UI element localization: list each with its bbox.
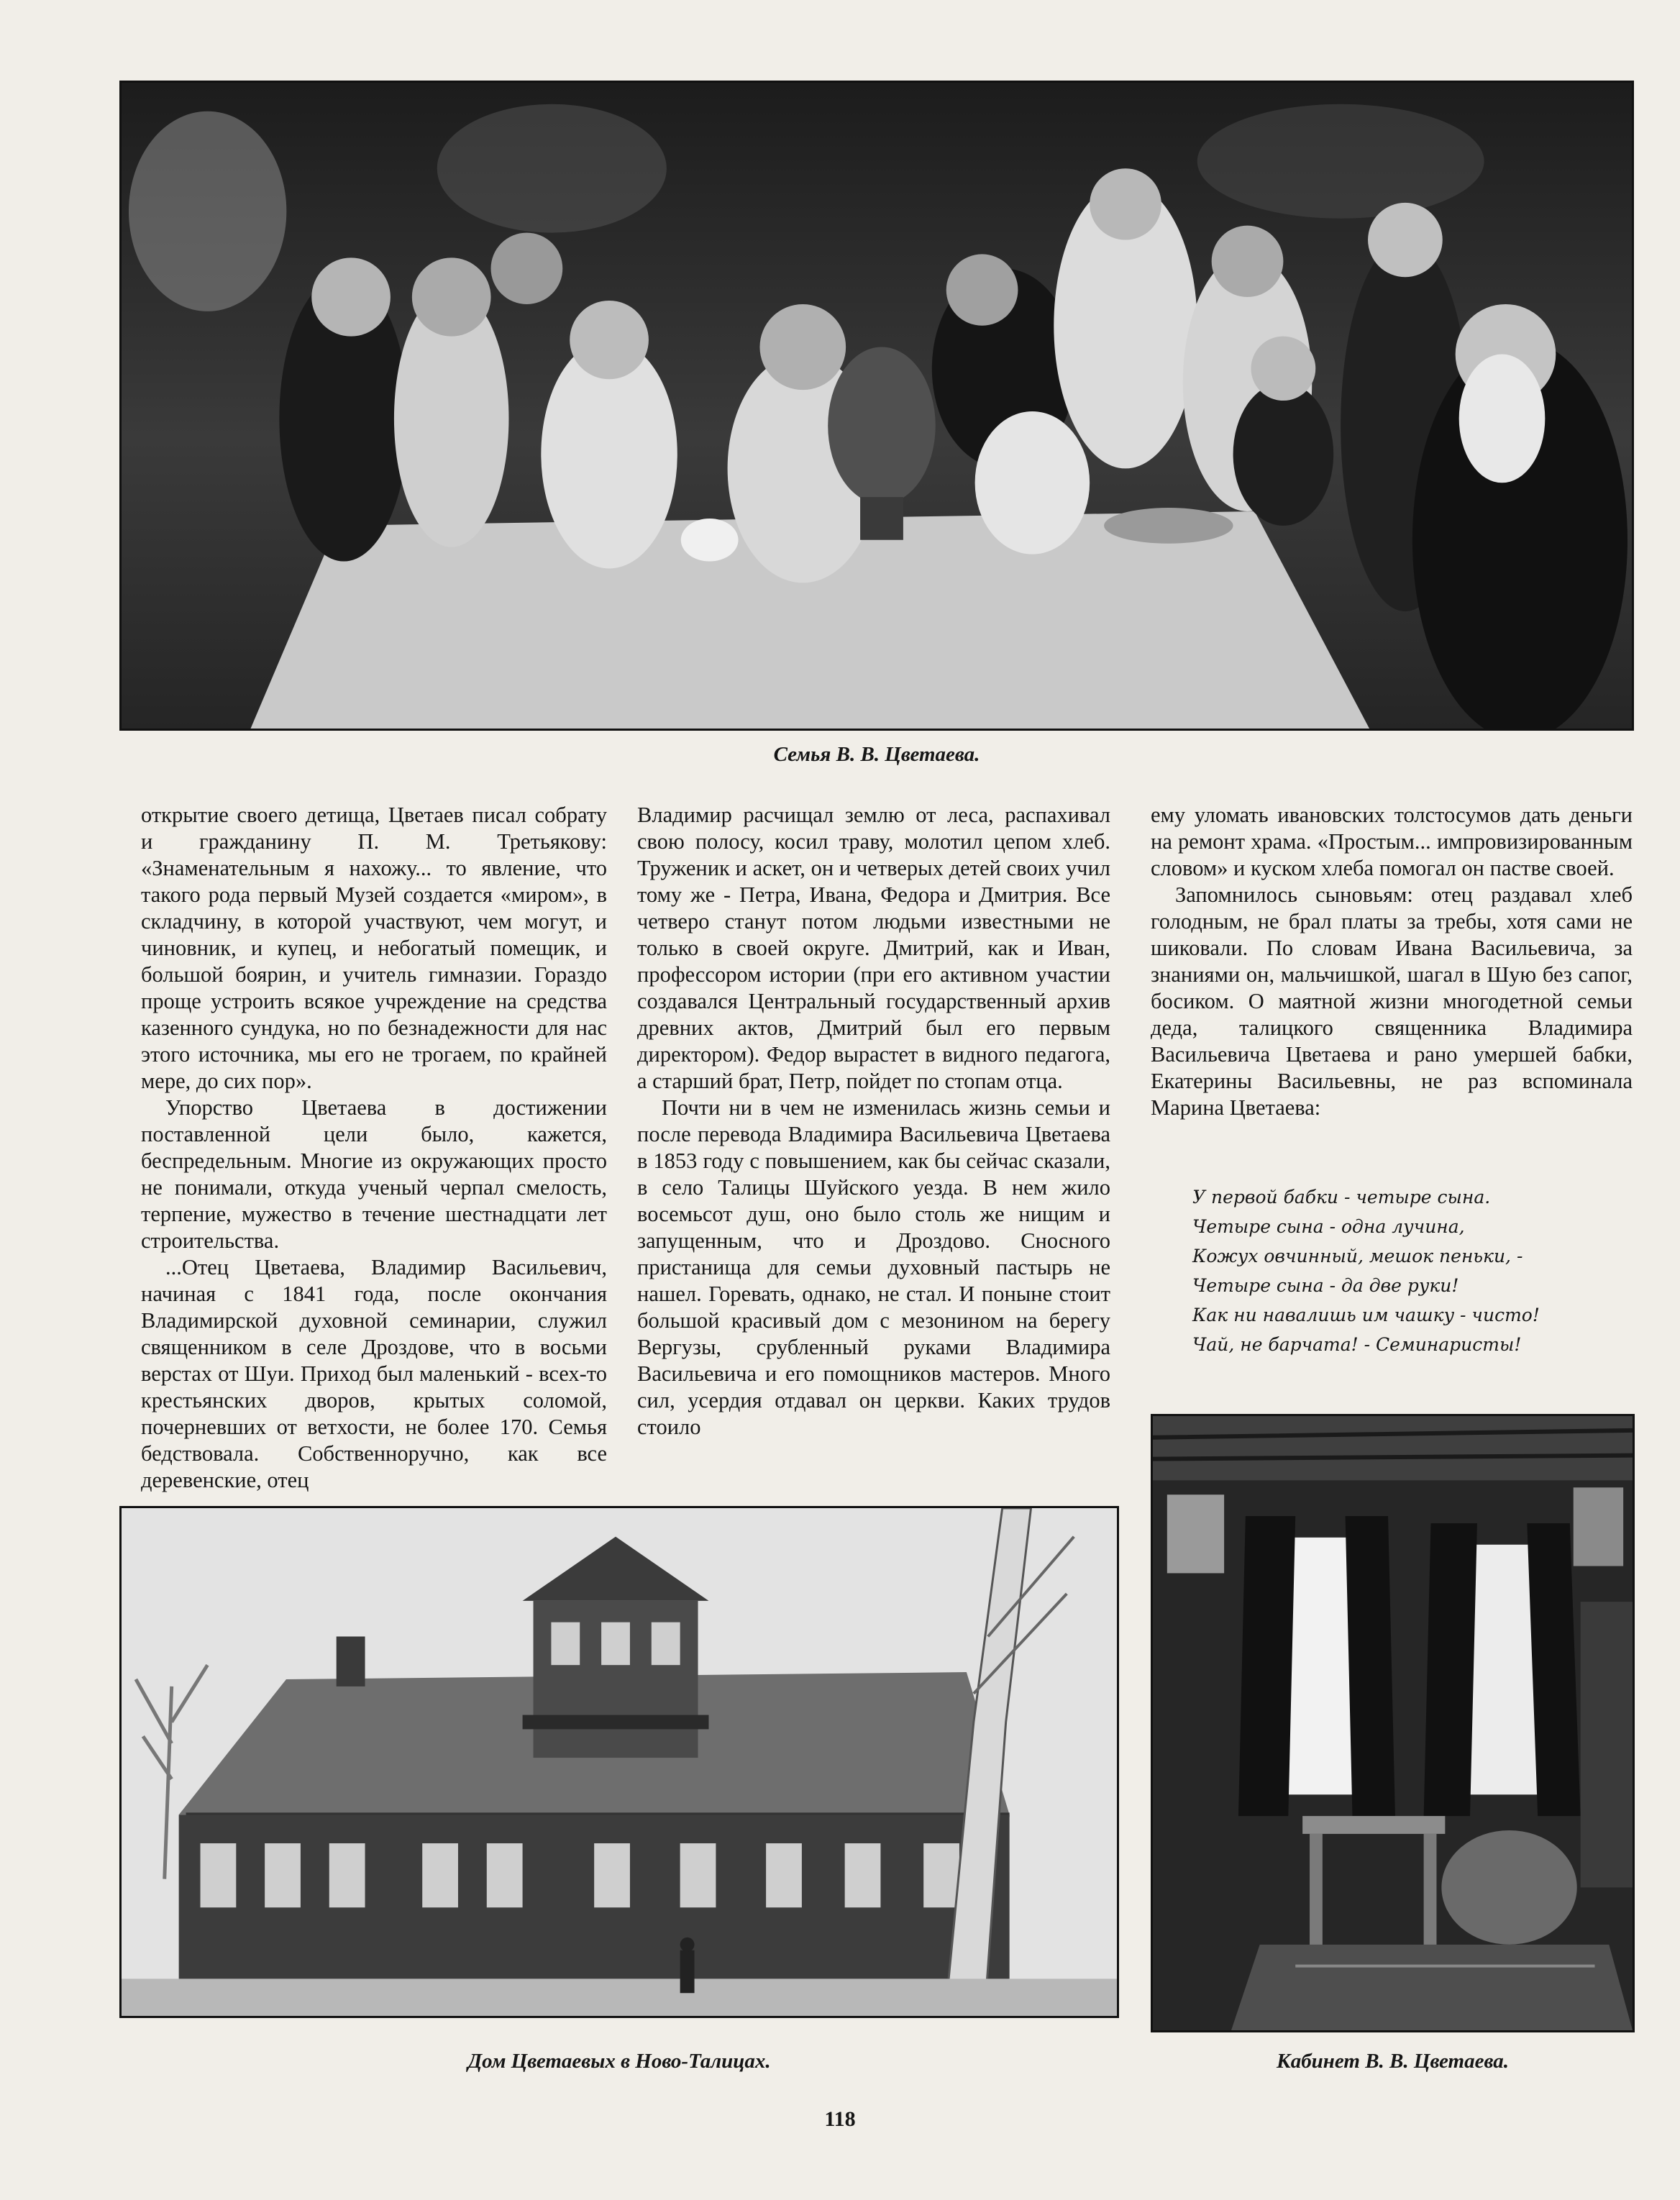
family-photo: [119, 81, 1634, 731]
col3-paragraph-2: Запомнилось сыновьям: отец раздавал хлеб голодным, не брал платы за требы, хотя сами не шиковали. По словам Ивана Васильевича, за знаниями он, мальчишкой, шагал в Шую без сапог, босиком. О маятной жизни многодетной семьи деда, талицкого священника Владимира Васильевича Цветаева и рано умершей бабки, Екатерины Васильевны, не раз вспоминала Марина Цветаева:: [1151, 882, 1633, 1120]
poem-line: Четыре сына - да две руки!: [1192, 1275, 1459, 1296]
study-photo-caption: Кабинет В. В. Цветаева.: [1277, 2050, 1509, 2073]
poem-line: Четыре сына - одна лучина,: [1192, 1216, 1465, 1237]
text-column-2: [637, 802, 1110, 1441]
poem-line: У первой бабки - четыре сына.: [1192, 1187, 1491, 1208]
page-number: 118: [824, 2107, 856, 2131]
text-column-1: [141, 802, 607, 1494]
col1-paragraph-3: ...Отец Цветаева, Владимир Васильевич, начиная с 1841 года, после окончания Владимирской духовной семинарии, служил священником в селе Дроздове, что в восьми верстах от Шуи. Приход был маленький - всех-то крестьянских дворов, крытых соломой, почерневших от ветхости, не более 170. Семья бедствовала. Собственноручно, как все деревенские, отец: [141, 1255, 607, 1492]
poem-line: Как ни навалишь им чашку - чисто!: [1192, 1305, 1540, 1325]
col1-paragraph-2: Упорство Цветаева в достижении поставленной цели было, кажется, беспредельным. Многие из окружающих просто не понимали, откуда ученый черпал смелость, терпение, мужество в течение шестнадцати лет строительства.: [141, 1095, 607, 1253]
poem: [1192, 1182, 1631, 1359]
poem-line: Чай, не барчата! - Семинаристы!: [1192, 1334, 1522, 1355]
col1-paragraph-1: открытие своего детища, Цветаев писал собрату и гражданину П. М. Третьякову: «Знаменательным я нахожу... то явление, что такого рода первый Музей создается «миром», в складчину, в которой участвуют, чем могут, и чиновник, и купец, и небогатый помещик, и большой боярин, и учитель гимназии. Гораздо проще устроить всякое учреждение на средства казенного сундука, но по безнадежности для нас этого источника, мы его не трогаем, по крайней мере, до сих пор».: [141, 803, 607, 1093]
house-photo-caption: Дом Цветаевых в Ново-Талицах.: [467, 2050, 771, 2073]
poem-line: Кожух овчинный, мешок пеньки, -: [1192, 1246, 1523, 1266]
col3-paragraph-1: ему уломать ивановских толстосумов дать деньги на ремонт храма. «Простым... импровизированным словом» и куском хлеба помогал он пастве своей.: [1151, 803, 1633, 880]
col2-paragraph-1: Владимир расчищал землю от леса, распахивал свою полосу, косил траву, молотил цепом хлеб. Труженик и аскет, он и четверых детей своих учил тому же - Петра, Ивана, Федора и Дмитрия. Все четверо станут потом людьми известными не только в своей округе. Дмитрий, как и Иван, профессором истории (при его активном участии создавался Центральный государственный архив древних актов, Дмитрий был его первым директором). Федор вырастет в видного педагога, а старший брат, Петр, пойдет по стопам отца.: [637, 803, 1110, 1093]
family-photo-caption: Семья В. В. Цветаева.: [773, 743, 980, 766]
text-column-3: [1151, 802, 1633, 1121]
house-photo: [119, 1506, 1119, 2018]
col2-paragraph-2: Почти ни в чем не изменилась жизнь семьи и после перевода Владимира Васильевича Цветаева в 1853 году с повышением, как бы сейчас сказали, в село Талицы Шуйского уезда. В нем жило восемьсот душ, оно было столь же нищим и запущенным, что и Дроздово. Сносного пристанища для семьи духовный пастырь не нашел. Горевать, однако, не стал. И поныне стоит большой красивый дом с мезонином на берегу Вергузы, срубленный руками Владимира Васильевича и его помощников мастеров. Много сил, усердия отдавал он церкви. Каких трудов стоило: [637, 1095, 1110, 1439]
study-photo: [1151, 1414, 1635, 2032]
